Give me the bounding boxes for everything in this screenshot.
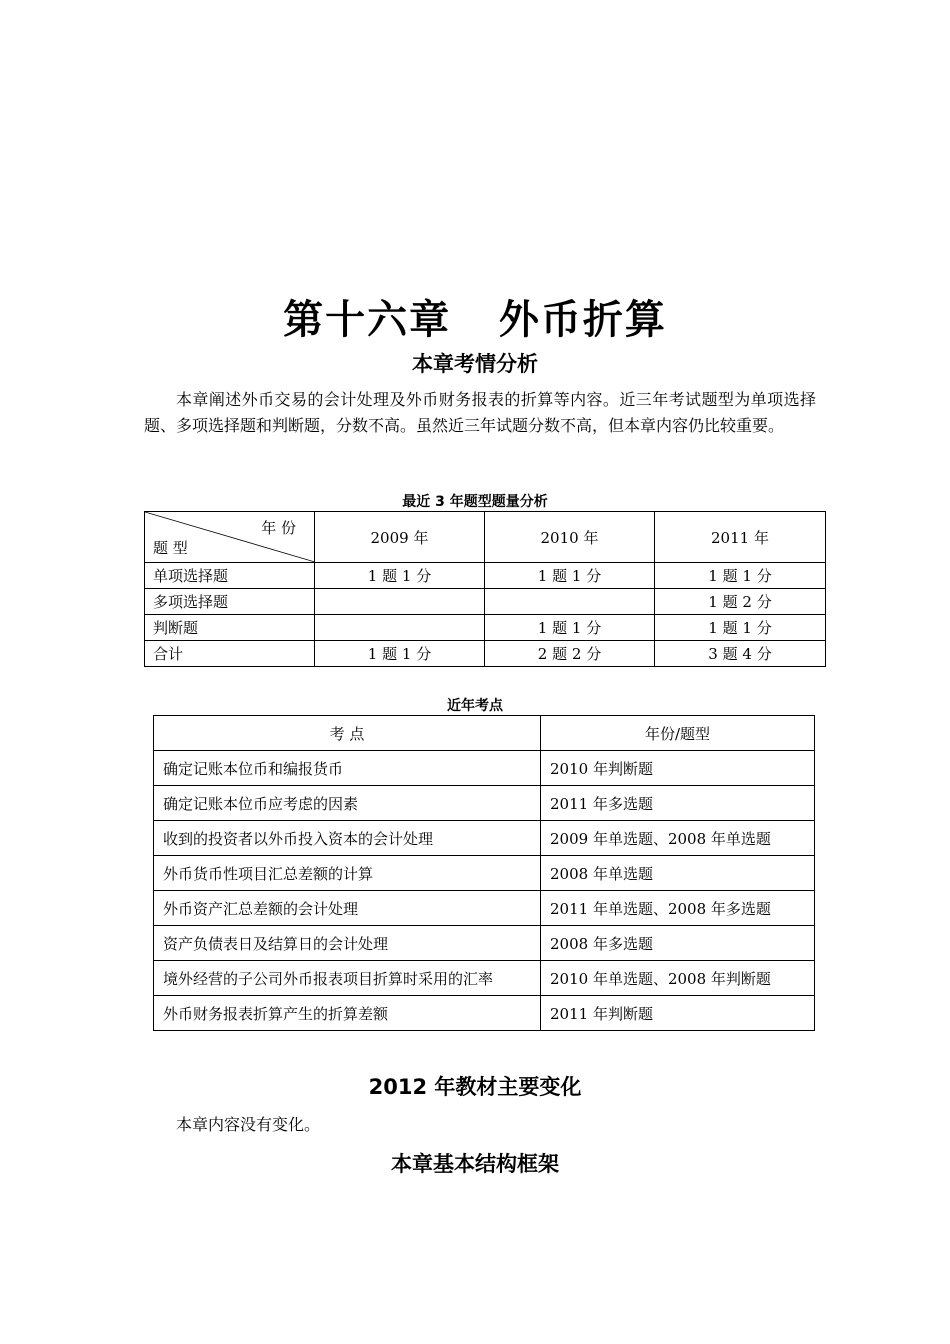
textbook-changes-text: 本章内容没有变化。 [176, 1115, 321, 1134]
year-type-cell: 2011 年判断题 [541, 996, 815, 1031]
year-type-cell: 2011 年单选题、2008 年多选题 [541, 891, 815, 926]
year-header: 2011 年 [655, 512, 826, 563]
exam-analysis-heading: 本章考情分析 [412, 352, 538, 376]
table-row [154, 891, 815, 926]
exam-point-cell: 外币资产汇总差额的会计处理 [154, 891, 541, 926]
year-type-cell: 2009 年单选题、2008 年单选题 [541, 821, 815, 856]
score-cell: 1 题 1 分 [485, 563, 655, 589]
question-type-cell: 单项选择题 [145, 563, 315, 589]
table1-corner-cell [145, 512, 315, 563]
question-type-cell: 合计 [145, 641, 315, 667]
exam-point-cell: 境外经营的子公司外币报表项目折算时采用的汇率 [154, 961, 541, 996]
year-type-cell: 2008 年多选题 [541, 926, 815, 961]
table-row [154, 961, 815, 996]
year-header: 2010 年 [485, 512, 655, 563]
table-row [154, 751, 815, 786]
question-type-table [144, 511, 826, 667]
table-row [145, 641, 826, 667]
exam-point-cell: 外币货币性项目汇总差额的计算 [154, 856, 541, 891]
table2-caption: 近年考点 [447, 698, 503, 714]
table-row [154, 856, 815, 891]
score-cell: 1 题 1 分 [315, 563, 485, 589]
table2-header-row [154, 716, 815, 751]
score-cell: 1 题 1 分 [315, 641, 485, 667]
exam-point-cell: 资产负债表日及结算日的会计处理 [154, 926, 541, 961]
exam-point-cell: 确定记账本位币应考虑的因素 [154, 786, 541, 821]
score-cell: 2 题 2 分 [485, 641, 655, 667]
score-cell [315, 589, 485, 615]
table-row [145, 589, 826, 615]
year-type-cell: 2008 年单选题 [541, 856, 815, 891]
year-type-header: 年份/题型 [541, 716, 815, 751]
table1-caption: 最近 3 年题型题量分析 [402, 494, 548, 510]
exam-point-cell: 确定记账本位币和编报货币 [154, 751, 541, 786]
year-type-cell: 2010 年判断题 [541, 751, 815, 786]
year-type-cell: 2010 年单选题、2008 年判断题 [541, 961, 815, 996]
year-header: 2009 年 [315, 512, 485, 563]
table-row [154, 926, 815, 961]
score-cell: 1 题 1 分 [655, 615, 826, 641]
exam-points-table [153, 715, 815, 1031]
table-row [154, 786, 815, 821]
table-row [154, 996, 815, 1031]
table-row [145, 563, 826, 589]
exam-point-cell: 收到的投资者以外币投入资本的会计处理 [154, 821, 541, 856]
intro-paragraph-block [144, 387, 816, 439]
score-cell: 1 题 1 分 [485, 615, 655, 641]
exam-point-cell: 外币财务报表折算产生的折算差额 [154, 996, 541, 1031]
score-cell: 1 题 2 分 [655, 589, 826, 615]
corner-type-label: 题 型 [153, 539, 188, 557]
chapter-title: 第十六章 外币折算 [283, 296, 667, 343]
score-cell: 1 题 1 分 [655, 563, 826, 589]
score-cell: 3 题 4 分 [655, 641, 826, 667]
table-row [154, 821, 815, 856]
intro-paragraph: 本章阐述外币交易的会计处理及外币财务报表的折算等内容。近三年考试题型为单项选择题、多项选择题和判断题，分数不高。虽然近三年试题分数不高，但本章内容仍比较重要。 [144, 390, 816, 435]
table1-header-row [145, 512, 826, 563]
table-row [145, 615, 826, 641]
textbook-changes-heading: 2012 年教材主要变化 [368, 1075, 582, 1099]
structure-heading: 本章基本结构框架 [391, 1152, 559, 1176]
year-type-cell: 2011 年多选题 [541, 786, 815, 821]
corner-year-label: 年 份 [261, 519, 296, 537]
exam-point-header: 考 点 [154, 716, 541, 751]
score-cell [315, 615, 485, 641]
question-type-cell: 判断题 [145, 615, 315, 641]
score-cell [485, 589, 655, 615]
question-type-cell: 多项选择题 [145, 589, 315, 615]
